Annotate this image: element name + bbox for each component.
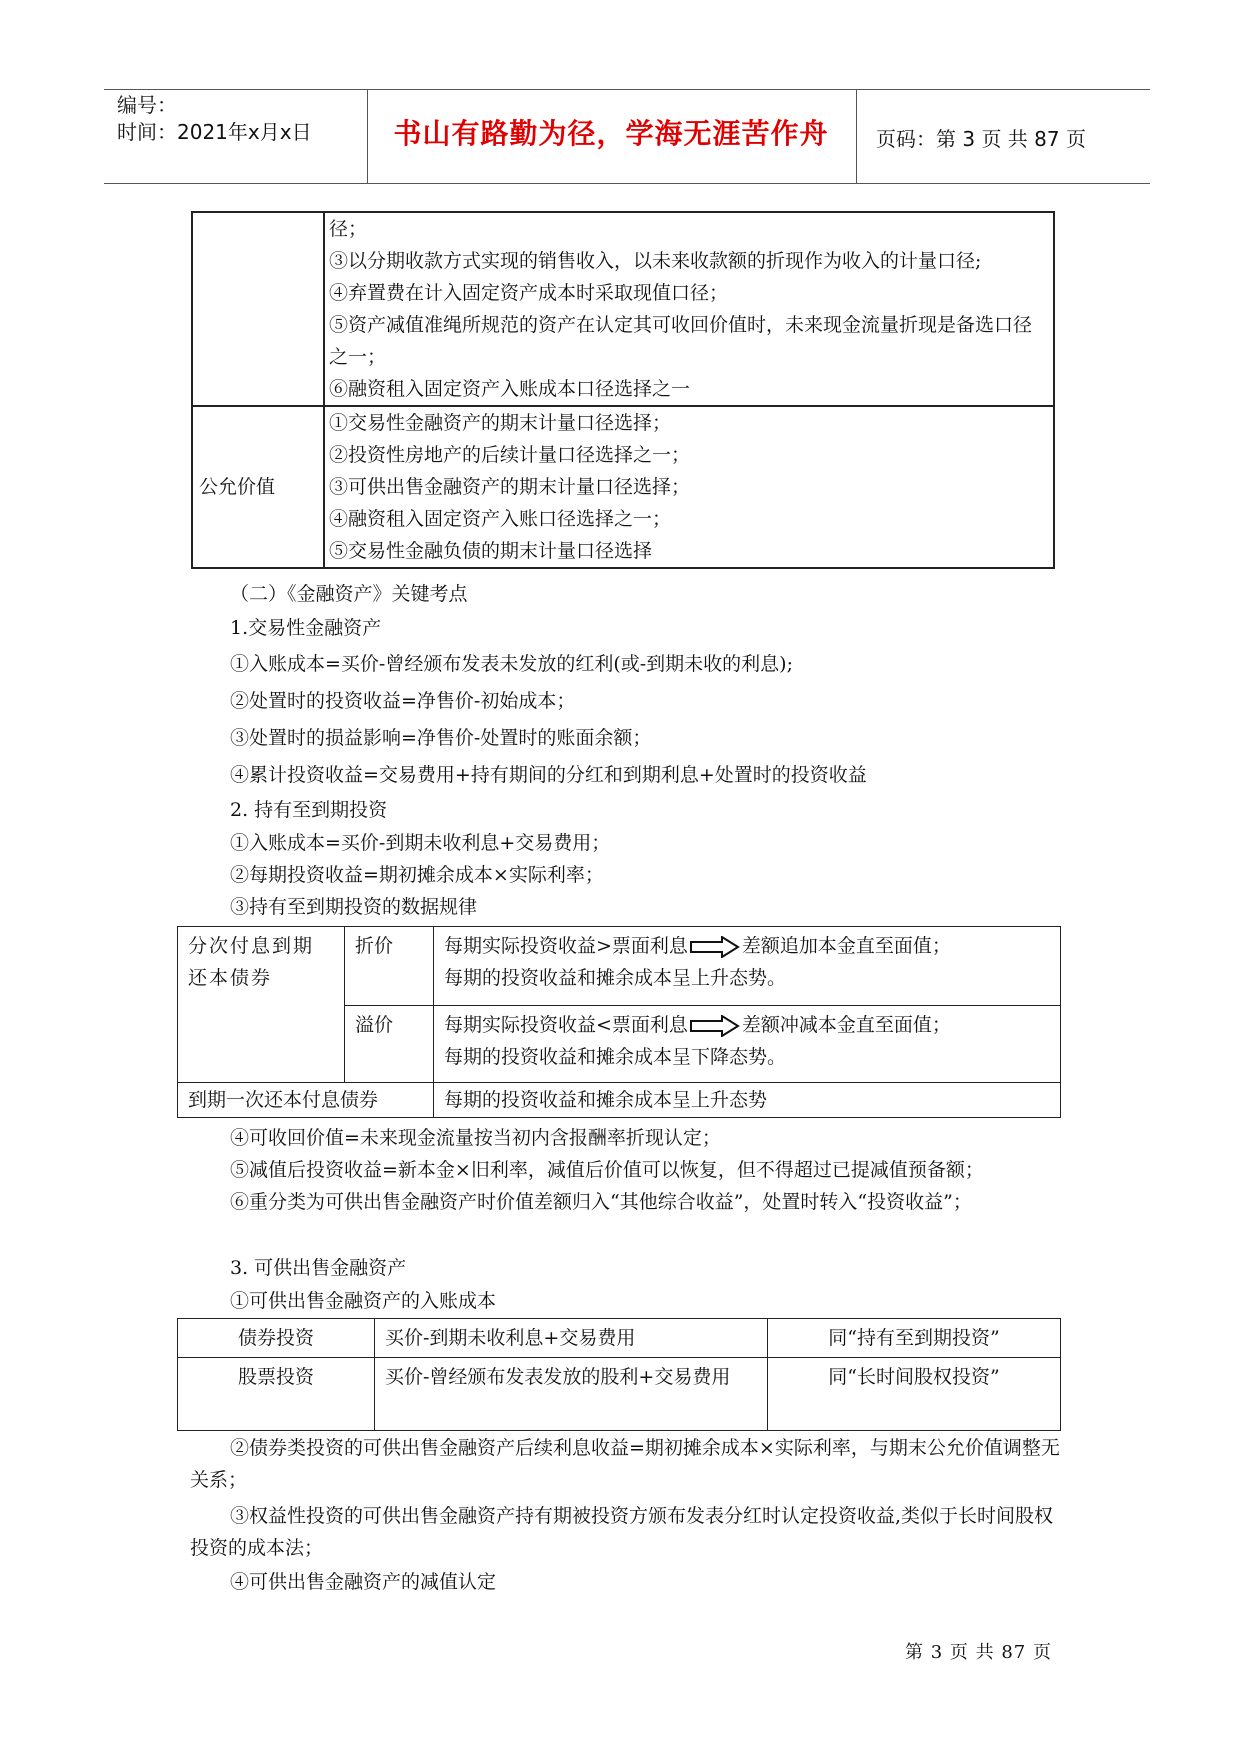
list-item: ③以分期收款方式实现的销售收入，以未来收款额的折现作为收入的计量口径; [329, 250, 982, 272]
row-content [324, 406, 1054, 568]
table-row [178, 1083, 1061, 1118]
investment-cost: 买价-曾经颁布发表发放的股利+交易费用 [375, 1358, 768, 1431]
table-row [192, 406, 1054, 568]
header-number-label: 编号： [117, 93, 177, 117]
paragraph-line: ①入账成本=买价-曾经颁布发表未发放的红利(或-到期未收的利息); [230, 653, 793, 675]
item-title: 3. 可供出售金融资产 [230, 1257, 407, 1279]
investment-cost: 买价-到期未收利息+交易费用 [375, 1319, 768, 1358]
investment-type: 债券投资 [178, 1319, 375, 1358]
paragraph-line: ⑥重分类为可供出售金融资产时价值差额归入“其他综合收益”，处置时转入“投资收益”； [230, 1191, 972, 1213]
lump-text: 每期的投资收益和摊余成本呈上升态势 [434, 1083, 1061, 1118]
valuation-table [191, 211, 1055, 569]
row-label-text: 公允价值 [199, 476, 276, 498]
table-row [178, 927, 1061, 1006]
list-item: ④弃置费在计入固定资产成本时采取现值口径； [329, 282, 729, 304]
premium-line2: 每期的投资收益和摊余成本呈下降态势。 [444, 1046, 787, 1068]
premium-content [434, 1006, 1061, 1083]
header-divider-right [856, 89, 857, 184]
premium-line1-post: 差额冲减本金直至面值； [741, 1014, 951, 1036]
item-title: 1.交易性金融资产 [230, 617, 382, 639]
paragraph-line: ①可供出售金融资产的入账成本 [230, 1290, 497, 1312]
list-item: ⑤资产减值准绳所规范的资产在认定其可收回价值时，未来现金流量折现是备选口径之一； [329, 314, 1033, 368]
investment-same-as: 同“长时间股权投资” [768, 1358, 1061, 1431]
lump-label: 到期一次还本付息债券 [178, 1083, 434, 1118]
list-item: ①交易性金融资产的期末计量口径选择； [329, 412, 672, 434]
paragraph-line: ②处置时的投资收益=净售价-初始成本； [230, 690, 576, 712]
list-item: ④融资租入固定资产入账口径选择之一； [329, 508, 672, 530]
item-title: 2. 持有至到期投资 [230, 799, 388, 821]
available-for-sale-table [177, 1318, 1061, 1431]
page-footer: 第 3 页 共 87 页 [905, 1642, 1052, 1663]
list-item: ⑤交易性金融负债的期末计量口径选择 [329, 540, 653, 562]
premium-label: 溢价 [345, 1006, 434, 1083]
list-item: ③可供出售金融资产的期末计量口径选择； [329, 476, 691, 498]
paragraph-line: ②每期投资收益=期初摊余成本×实际利率； [230, 864, 604, 886]
list-item: ②投资性房地产的后续计量口径选择之一； [329, 444, 691, 466]
header-bottom-rule [104, 183, 1150, 184]
table-row [178, 1319, 1061, 1358]
discount-line1-pre: 每期实际投资收益>票面利息 [444, 935, 688, 957]
header-time-label: 时间：2021年x月x日 [117, 120, 312, 144]
header-top-rule [104, 89, 1150, 90]
paragraph-line: ④累计投资收益=交易费用+持有期间的分红和到期利息+处置时的投资收益 [230, 764, 867, 786]
table-row [178, 1358, 1061, 1431]
paragraph-line: ④可供出售金融资产的减值认定 [230, 1571, 497, 1593]
paragraph-line: ①入账成本=买价-到期未收利息+交易费用； [230, 832, 611, 854]
row-content [324, 212, 1054, 406]
group-label: 分次付息到期还本债券 [178, 927, 345, 1083]
right-arrow-icon [690, 1015, 740, 1037]
paragraph-line: ⑤减值后投资收益=新本金×旧利率，减值后价值可以恢复，但不得超过已提减值预备额； [230, 1159, 984, 1181]
held-to-maturity-table [177, 926, 1061, 1118]
paragraph-line: ③处置时的损益影响=净售价-处置时的账面余额； [230, 727, 652, 749]
paragraph-line: ③权益性投资的可供出售金融资产持有期被投资方颁布发表分红时认定投资收益,类似于长时间股权投资的成本法； [190, 1505, 1054, 1559]
row-label [192, 406, 324, 568]
paragraph-line: ③持有至到期投资的数据规律 [230, 896, 478, 918]
premium-line1-pre: 每期实际投资收益<票面利息 [444, 1014, 688, 1036]
right-arrow-icon [690, 936, 740, 958]
discount-content [434, 927, 1061, 1006]
investment-type: 股票投资 [178, 1358, 375, 1431]
table-row [192, 212, 1054, 406]
list-item: ⑥融资租入固定资产入账成本口径选择之一 [329, 378, 691, 400]
discount-line1-post: 差额追加本金直至面值； [741, 935, 951, 957]
investment-same-as: 同“持有至到期投资” [768, 1319, 1061, 1358]
discount-label: 折价 [345, 927, 434, 1006]
paragraph-line: ④可收回价值=未来现金流量按当初内含报酬率折现认定； [230, 1127, 721, 1149]
header-page-label: 页码：第 3 页 共 87 页 [876, 127, 1086, 151]
section-heading: （二）《金融资产》关键考点 [230, 583, 468, 605]
header-motto: 书山有路勤为径，学海无涯苦作舟 [393, 117, 829, 150]
list-item: 径； [329, 218, 368, 240]
discount-line2: 每期的投资收益和摊余成本呈上升态势。 [444, 967, 787, 989]
paragraph-line: ②债券类投资的可供出售金融资产后续利息收益=期初摊余成本×实际利率，与期末公允价值调整无关系； [190, 1437, 1060, 1491]
row-label [192, 212, 324, 406]
